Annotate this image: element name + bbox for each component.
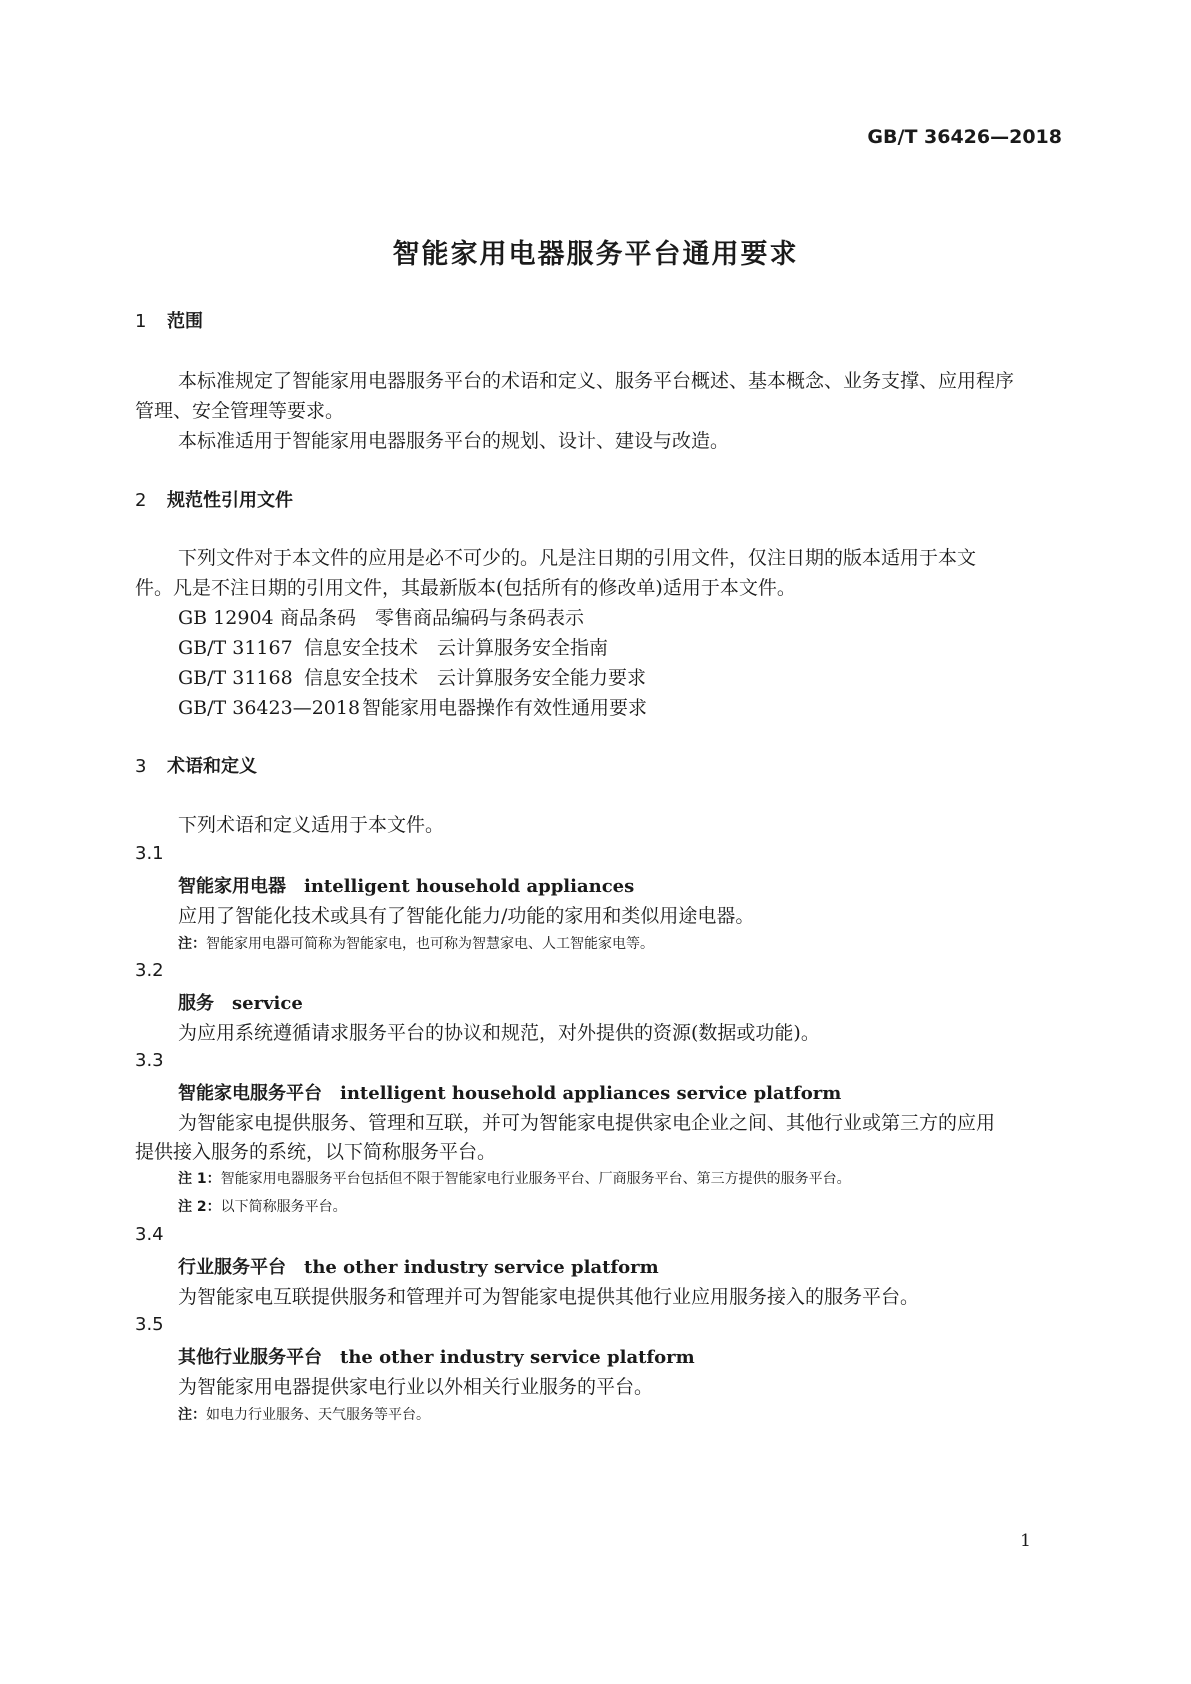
reference-title: 信息安全技术 云计算服务安全指南 bbox=[304, 637, 609, 659]
term-number: 3.3 bbox=[135, 1050, 164, 1071]
standard-number: GB/T 36426—2018 bbox=[867, 126, 1062, 148]
reference-code: GB/T 31167 bbox=[178, 637, 293, 659]
term-en: the other industry service platform bbox=[340, 1347, 695, 1368]
reference-title: 信息安全技术 云计算服务安全能力要求 bbox=[304, 667, 647, 689]
note-text: 智能家用电器服务平台包括但不限于智能家电行业服务平台、厂商服务平台、第三方提供的服务平台。 bbox=[220, 1171, 851, 1187]
term-en: intelligent household appliances service platform bbox=[340, 1083, 842, 1104]
section-title: 范围 bbox=[167, 311, 203, 332]
paragraph-continued: 管理、安全管理等要求。 bbox=[135, 400, 345, 422]
paragraph-continued: 件。凡是不注日期的引用文件，其最新版本(包括所有的修改单)适用于本文件。 bbox=[135, 577, 796, 599]
term-entry bbox=[178, 989, 303, 1015]
reference-code: GB 12904 bbox=[178, 607, 274, 629]
note-label: 注： bbox=[178, 936, 206, 952]
term-definition: 为智能家电互联提供服务和管理并可为智能家电提供其他行业应用服务接入的服务平台。 bbox=[178, 1286, 920, 1308]
section-number: 2 bbox=[135, 490, 147, 511]
term-zh: 智能家用电器 bbox=[178, 876, 286, 897]
reference-item bbox=[178, 663, 646, 690]
term-zh: 服务 bbox=[178, 993, 214, 1014]
term-number: 3.5 bbox=[135, 1314, 164, 1335]
section-1-heading bbox=[135, 307, 203, 333]
paragraph: 下列文件对于本文件的应用是必不可少的。凡是注日期的引用文件，仅注日期的版本适用于本文 bbox=[178, 547, 977, 569]
term-definition: 为智能家用电器提供家电行业以外相关行业服务的平台。 bbox=[178, 1376, 654, 1398]
note bbox=[178, 1196, 347, 1216]
paragraph: 下列术语和定义适用于本文件。 bbox=[178, 814, 445, 836]
note bbox=[178, 933, 654, 953]
section-2-heading bbox=[135, 486, 293, 512]
term-en: service bbox=[232, 993, 303, 1014]
reference-title: 商品条码 零售商品编码与条码表示 bbox=[280, 607, 585, 629]
document-title: 智能家用电器服务平台通用要求 bbox=[392, 239, 799, 270]
section-title: 规范性引用文件 bbox=[167, 490, 293, 511]
term-definition: 为应用系统遵循请求服务平台的协议和规范，对外提供的资源(数据或功能)。 bbox=[178, 1022, 820, 1044]
term-entry bbox=[178, 1079, 841, 1105]
paragraph: 本标准规定了智能家用电器服务平台的术语和定义、服务平台概述、基本概念、业务支撑、应用程序 bbox=[178, 370, 1015, 392]
term-number: 3.1 bbox=[135, 843, 164, 864]
note-label: 注 1： bbox=[178, 1171, 221, 1187]
reference-item bbox=[178, 693, 647, 720]
term-en: the other industry service platform bbox=[304, 1257, 659, 1278]
note-text: 以下简称服务平台。 bbox=[220, 1199, 347, 1215]
reference-item bbox=[178, 633, 608, 660]
term-zh: 智能家电服务平台 bbox=[178, 1083, 322, 1104]
term-en: intelligent household appliances bbox=[304, 876, 635, 897]
note-label: 注 2： bbox=[178, 1199, 221, 1215]
reference-code: GB/T 36423—2018 bbox=[178, 697, 361, 719]
term-entry bbox=[178, 872, 634, 898]
term-definition: 为智能家电提供服务、管理和互联，并可为智能家电提供家电企业之间、其他行业或第三方的应用 bbox=[178, 1112, 996, 1134]
term-zh: 行业服务平台 bbox=[178, 1257, 286, 1278]
note bbox=[178, 1404, 430, 1424]
note bbox=[178, 1168, 851, 1188]
section-title: 术语和定义 bbox=[167, 756, 257, 777]
term-number: 3.4 bbox=[135, 1224, 164, 1245]
reference-item bbox=[178, 603, 584, 630]
term-definition-continued: 提供接入服务的系统，以下简称服务平台。 bbox=[135, 1141, 497, 1163]
section-number: 3 bbox=[135, 756, 147, 777]
section-number: 1 bbox=[135, 311, 147, 332]
reference-title: 智能家用电器操作有效性通用要求 bbox=[362, 697, 648, 719]
page-number: 1 bbox=[1020, 1531, 1031, 1551]
term-entry bbox=[178, 1253, 659, 1279]
term-definition: 应用了智能化技术或具有了智能化能力/功能的家用和类似用途电器。 bbox=[178, 905, 755, 927]
section-3-heading bbox=[135, 752, 257, 778]
reference-code: GB/T 31168 bbox=[178, 667, 293, 689]
term-zh: 其他行业服务平台 bbox=[178, 1347, 322, 1368]
paragraph: 本标准适用于智能家用电器服务平台的规划、设计、建设与改造。 bbox=[178, 430, 730, 452]
note-text: 如电力行业服务、天气服务等平台。 bbox=[206, 1407, 430, 1423]
note-text: 智能家用电器可简称为智能家电，也可称为智慧家电、人工智能家电等。 bbox=[206, 936, 654, 952]
note-label: 注： bbox=[178, 1407, 206, 1423]
term-entry bbox=[178, 1343, 695, 1369]
term-number: 3.2 bbox=[135, 960, 164, 981]
